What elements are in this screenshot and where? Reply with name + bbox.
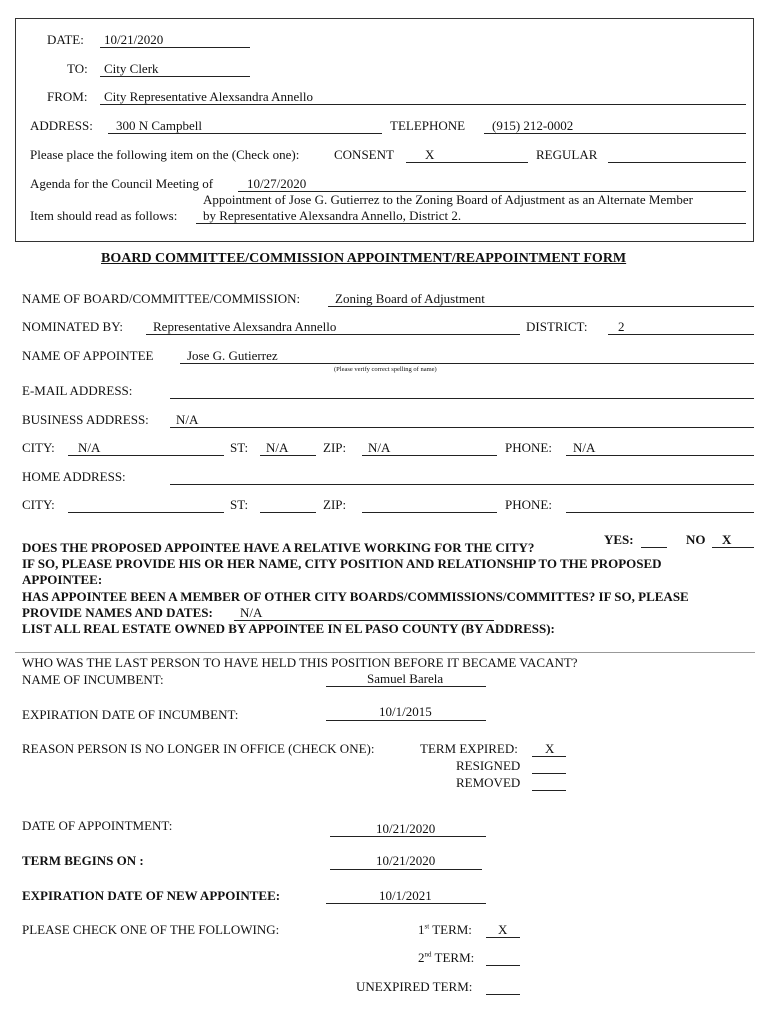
st-value: N/A bbox=[266, 440, 289, 455]
check-instruction: Please place the following item on the (Check one): bbox=[30, 147, 300, 162]
incumbent-line bbox=[326, 686, 486, 687]
email-line bbox=[170, 398, 754, 399]
zip-line bbox=[362, 455, 497, 456]
incumbent-value: Samuel Barela bbox=[367, 671, 444, 686]
term-begins-label: TERM BEGINS ON : bbox=[22, 853, 144, 868]
item-label: Item should read as follows: bbox=[30, 208, 178, 223]
telephone-label: TELEPHONE bbox=[390, 118, 466, 133]
expiration-incumbent-value: 10/1/2015 bbox=[379, 704, 432, 719]
business-value: N/A bbox=[176, 412, 199, 427]
resigned-label: RESIGNED bbox=[456, 758, 521, 773]
from-line bbox=[100, 104, 746, 105]
board-value: Zoning Board of Adjustment bbox=[335, 291, 485, 306]
first-term-label: 1st TERM: bbox=[418, 922, 472, 937]
relative-question-2: IF SO, PLEASE PROVIDE HIS OR HER NAME, CITY POSITION AND RELATIONSHIP TO THE PROPOSED bbox=[22, 556, 662, 571]
second-term-line bbox=[486, 965, 520, 966]
city-value: N/A bbox=[78, 440, 101, 455]
board-label: NAME OF BOARD/COMMITTEE/COMMISSION: bbox=[22, 291, 301, 306]
consent-line bbox=[406, 162, 528, 163]
regular-line bbox=[608, 162, 746, 163]
agenda-label: Agenda for the Council Meeting of bbox=[30, 176, 214, 191]
expiration-incumbent-line bbox=[326, 720, 486, 721]
term-expired-value: X bbox=[545, 741, 555, 756]
nominated-value: Representative Alexsandra Annello bbox=[153, 319, 337, 334]
home-label: HOME ADDRESS: bbox=[22, 469, 126, 484]
to-label: TO: bbox=[67, 61, 88, 76]
member-question-2: PROVIDE NAMES AND DATES: bbox=[22, 605, 213, 620]
address-value: 300 N Campbell bbox=[116, 118, 202, 133]
member-question: HAS APPOINTEE BEEN A MEMBER OF OTHER CITY BOARDS/COMMISSIONS/COMMITTES? IF SO, PLEASE bbox=[22, 589, 689, 604]
phone-label: PHONE: bbox=[505, 440, 552, 455]
spelling-note: (Please verify correct spelling of name) bbox=[334, 366, 437, 373]
expiration-incumbent-label: EXPIRATION DATE OF INCUMBENT: bbox=[22, 707, 239, 722]
consent-label: CONSENT bbox=[334, 147, 394, 162]
nominated-label: NOMINATED BY: bbox=[22, 319, 123, 334]
consent-check: X bbox=[425, 147, 435, 162]
date-line bbox=[100, 47, 250, 48]
yes-label: YES: bbox=[604, 532, 634, 547]
home-city-label: CITY: bbox=[22, 497, 55, 512]
date-appointment-label: DATE OF APPOINTMENT: bbox=[22, 818, 173, 833]
zip-value: N/A bbox=[368, 440, 391, 455]
home-phone-label: PHONE: bbox=[505, 497, 552, 512]
second-term-label: 2nd TERM: bbox=[418, 950, 475, 965]
to-value: City Clerk bbox=[104, 61, 159, 76]
business-label: BUSINESS ADDRESS: bbox=[22, 412, 149, 427]
resigned-line bbox=[532, 773, 566, 774]
home-line bbox=[170, 484, 754, 485]
appointee-line bbox=[180, 363, 754, 364]
email-label: E-MAIL ADDRESS: bbox=[22, 383, 133, 398]
phone-value: N/A bbox=[573, 440, 596, 455]
last-person-question: WHO WAS THE LAST PERSON TO HAVE HELD THIS POSITION BEFORE IT BECAME VACANT? bbox=[22, 655, 578, 670]
district-line bbox=[608, 334, 754, 335]
yes-line bbox=[641, 547, 667, 548]
agenda-value: 10/27/2020 bbox=[247, 176, 307, 191]
item-line2: by Representative Alexsandra Annello, District 2. bbox=[203, 208, 462, 223]
estate-question: LIST ALL REAL ESTATE OWNED BY APPOINTEE IN EL PASO COUNTY (BY ADDRESS): bbox=[22, 621, 555, 636]
unexpired-term-label: UNEXPIRED TERM: bbox=[356, 979, 473, 994]
date-appointment-line bbox=[330, 836, 486, 837]
from-label: FROM: bbox=[47, 89, 88, 104]
section-divider bbox=[15, 652, 755, 653]
home-phone-line bbox=[566, 512, 754, 513]
city-label: CITY: bbox=[22, 440, 55, 455]
no-line bbox=[712, 547, 754, 548]
home-st-label: ST: bbox=[230, 497, 249, 512]
first-term-line bbox=[486, 937, 520, 938]
board-line bbox=[328, 306, 754, 307]
district-label: DISTRICT: bbox=[526, 319, 588, 334]
removed-label: REMOVED bbox=[456, 775, 521, 790]
home-zip-line bbox=[362, 512, 497, 513]
zip-label: ZIP: bbox=[323, 440, 347, 455]
home-st-line bbox=[260, 512, 316, 513]
first-term-value: X bbox=[498, 922, 508, 937]
relative-question: DOES THE PROPOSED APPOINTEE HAVE A RELATIVE WORKING FOR THE CITY? bbox=[22, 540, 535, 555]
form-title: BOARD COMMITTEE/COMMISSION APPOINTMENT/REAPPOINTMENT FORM bbox=[101, 251, 627, 266]
term-expired-line bbox=[532, 756, 566, 757]
expiration-new-value: 10/1/2021 bbox=[379, 888, 432, 903]
unexpired-term-line bbox=[486, 994, 520, 995]
member-value: N/A bbox=[240, 605, 263, 620]
expiration-new-label: EXPIRATION DATE OF NEW APPOINTEE: bbox=[22, 888, 281, 903]
home-zip-label: ZIP: bbox=[323, 497, 347, 512]
st-line bbox=[260, 455, 316, 456]
address-label: ADDRESS: bbox=[30, 118, 93, 133]
date-appointment-value: 10/21/2020 bbox=[376, 821, 436, 836]
city-line bbox=[68, 455, 224, 456]
home-city-line bbox=[68, 512, 224, 513]
relative-question-3: APPOINTEE: bbox=[22, 572, 103, 587]
no-value: X bbox=[722, 532, 732, 547]
incumbent-label: NAME OF INCUMBENT: bbox=[22, 672, 164, 687]
reason-label: REASON PERSON IS NO LONGER IN OFFICE (CHECK ONE): bbox=[22, 741, 375, 756]
district-value: 2 bbox=[618, 319, 625, 334]
from-value: City Representative Alexsandra Annello bbox=[104, 89, 314, 104]
term-expired-label: TERM EXPIRED: bbox=[420, 741, 518, 756]
date-value: 10/21/2020 bbox=[104, 32, 164, 47]
expiration-new-line bbox=[326, 903, 486, 904]
phone-line bbox=[566, 455, 754, 456]
telephone-line bbox=[484, 133, 746, 134]
term-begins-line bbox=[330, 869, 482, 870]
item-line1: Appointment of Jose G. Gutierrez to the Zoning Board of Adjustment as an Alternate Member bbox=[203, 192, 693, 207]
address-line bbox=[108, 133, 382, 134]
term-begins-value: 10/21/2020 bbox=[376, 853, 436, 868]
nominated-line bbox=[146, 334, 520, 335]
to-line bbox=[100, 76, 250, 77]
business-line bbox=[170, 427, 754, 428]
no-label: NO bbox=[686, 532, 706, 547]
removed-line bbox=[532, 790, 566, 791]
check-one-label: PLEASE CHECK ONE OF THE FOLLOWING: bbox=[22, 922, 280, 937]
date-label: DATE: bbox=[47, 32, 84, 47]
telephone-value: (915) 212-0002 bbox=[492, 118, 574, 133]
appointee-value: Jose G. Gutierrez bbox=[187, 348, 278, 363]
st-label: ST: bbox=[230, 440, 249, 455]
item-line bbox=[196, 223, 746, 224]
appointee-label: NAME OF APPOINTEE bbox=[22, 348, 154, 363]
regular-label: REGULAR bbox=[536, 147, 598, 162]
